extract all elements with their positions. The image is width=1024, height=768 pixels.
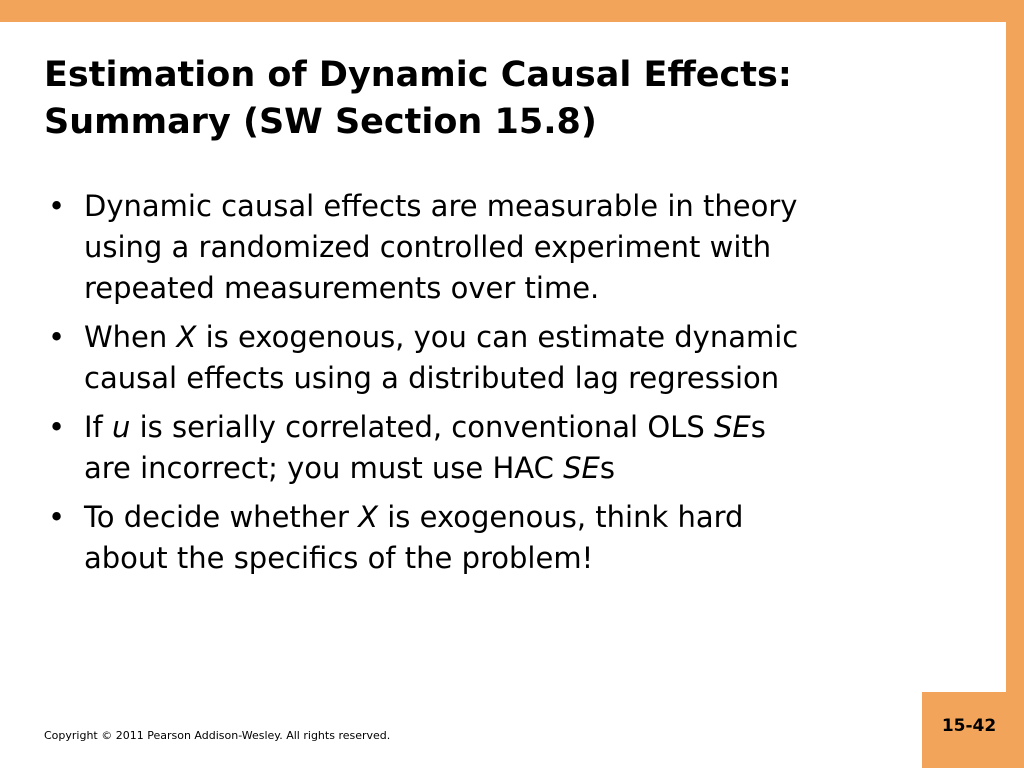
bullet-dot-icon: •	[48, 189, 66, 223]
bullet-text: are incorrect; you must use HAC	[84, 451, 564, 485]
bullet-line	[84, 407, 984, 448]
bullet-text: is exogenous, think hard	[378, 500, 744, 534]
bullet-text: Dynamic causal effects are measurable in theory	[84, 189, 798, 223]
bullet-dot-icon: •	[48, 320, 66, 354]
bullet-text: is serially correlated, conventional OLS	[130, 410, 714, 444]
slide-title	[44, 52, 984, 146]
bullet-line	[84, 448, 984, 489]
bullet-line	[84, 497, 984, 538]
bullet-text: When	[84, 320, 177, 354]
bullet-item	[44, 497, 984, 579]
bullet-text: using a randomized controlled experiment with	[84, 230, 772, 264]
math-variable: X	[176, 320, 197, 354]
page-number-box	[922, 692, 1024, 768]
bullet-list	[44, 186, 984, 587]
bullet-text: repeated measurements over time.	[84, 271, 600, 305]
bullet-dot-icon: •	[48, 500, 66, 534]
copyright-notice: Copyright © 2011 Pearson Addison-Wesley. All rights reserved.	[44, 729, 391, 742]
bullet-text: is exogenous, you can estimate dynamic	[196, 320, 799, 354]
bullet-item	[44, 407, 984, 489]
slide-title-line: Estimation of Dynamic Causal Effects:	[44, 55, 792, 95]
math-variable: SE	[713, 410, 751, 444]
bullet-item	[44, 317, 984, 399]
bullet-text: To decide whether	[84, 500, 359, 534]
bullet-line	[84, 317, 984, 358]
bullet-item	[44, 186, 984, 309]
math-variable: u	[111, 410, 131, 444]
bullet-text: causal effects using a distributed lag regression	[84, 361, 780, 395]
bullet-line	[84, 538, 984, 579]
bullet-line	[84, 186, 984, 227]
slide-title-line: Summary (SW Section 15.8)	[44, 102, 597, 142]
bullet-dot-icon: •	[48, 410, 66, 444]
bullet-text: s	[750, 410, 766, 444]
bullet-text: If	[84, 410, 112, 444]
bullet-text: s	[599, 451, 615, 485]
bullet-text: about the specifics of the problem!	[84, 541, 594, 575]
math-variable: X	[358, 500, 379, 534]
bullet-line	[84, 358, 984, 399]
page-number: 15-42	[941, 716, 997, 736]
math-variable: SE	[563, 451, 600, 485]
bullet-line	[84, 227, 984, 268]
bullet-line	[84, 268, 984, 309]
